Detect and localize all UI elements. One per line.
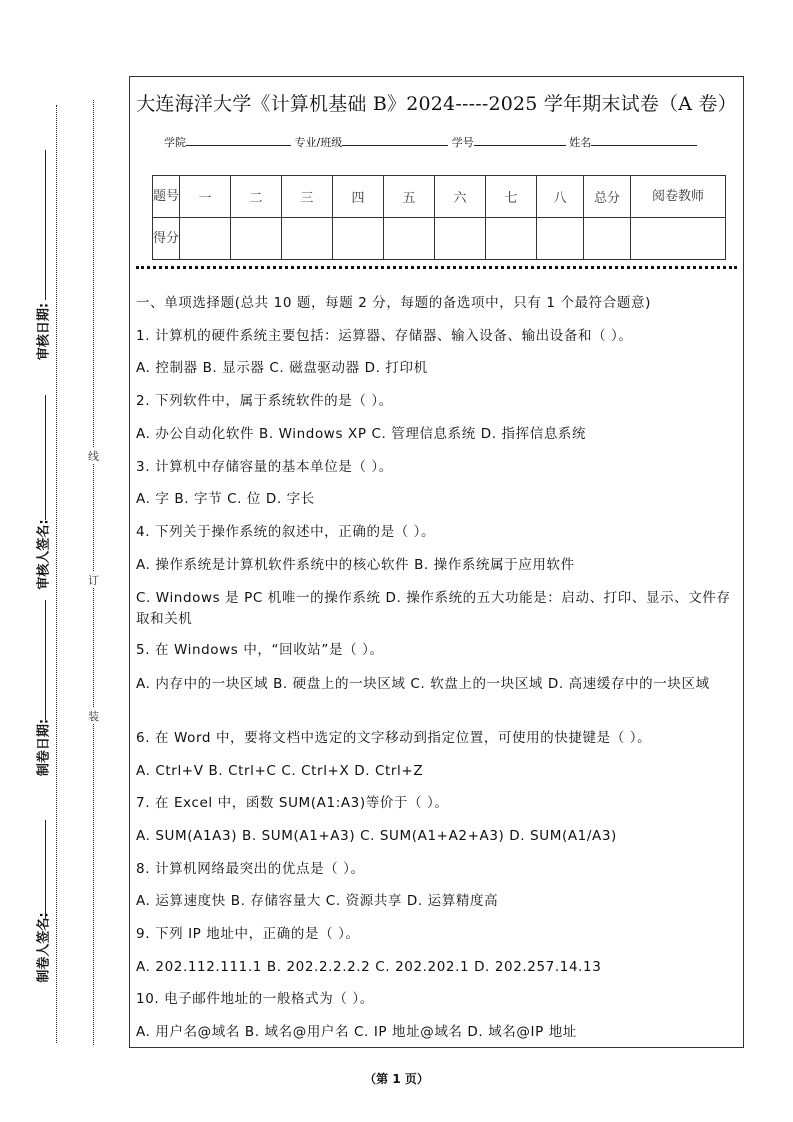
binding-char-zhuang: 装	[88, 710, 99, 723]
signature-line-1	[45, 150, 46, 300]
make-date-label: 制卷日期:	[36, 718, 52, 777]
major-label: 专业/班级	[294, 136, 343, 149]
options-5: A. 内存中的一块区域 B. 硬盘上的一块区域 C. 软盘上的一块区域 D. 高速缓存中的一块区域	[136, 676, 710, 692]
question-6: 6. 在 Word 中，要将文档中选定的文字移动到指定位置，可使用的快捷键是（ ）。	[136, 730, 652, 746]
score-cell[interactable]	[180, 218, 231, 260]
score-col-1: 一	[180, 176, 231, 218]
score-cell[interactable]	[537, 218, 584, 260]
question-8: 8. 计算机网络最突出的优点是（ ）。	[136, 861, 365, 877]
major-blank[interactable]	[342, 133, 448, 146]
question-4: 4. 下列关于操作系统的叙述中，正确的是（ ）。	[136, 524, 436, 540]
score-col-total: 总分	[584, 176, 631, 218]
score-col-4: 四	[333, 176, 384, 218]
exam-frame	[129, 76, 744, 1048]
options-7: A. SUM(A1A3) B. SUM(A1+A3) C. SUM(A1+A2+A3) D. SUM(A1/A3)	[136, 828, 617, 844]
options-8: A. 运算速度快 B. 存储容量大 C. 资源共享 D. 运算精度高	[136, 893, 499, 909]
signature-line-3	[45, 600, 46, 720]
score-col-2: 二	[231, 176, 282, 218]
question-10: 10. 电子邮件地址的一般格式为（ ）。	[136, 991, 374, 1007]
score-cell[interactable]	[333, 218, 384, 260]
question-3: 3. 计算机中存储容量的基本单位是（ ）。	[136, 459, 393, 475]
binding-char-ding: 订	[88, 574, 99, 587]
question-5: 5. 在 Windows 中，“回收站”是（ ）。	[136, 642, 384, 658]
question-7: 7. 在 Excel 中，函数 SUM(A1:A3)等价于（ ）。	[136, 795, 449, 811]
page-number: （第 1 页）	[364, 1072, 429, 1086]
score-col-7: 七	[486, 176, 537, 218]
maker-sign-label: 制卷人签名:	[36, 912, 52, 983]
score-cell[interactable]	[631, 218, 726, 260]
options-2: A. 办公自动化软件 B. Windows XP C. 管理信息系统 D. 指挥信息系统	[136, 426, 587, 442]
question-1: 1. 计算机的硬件系统主要包括：运算器、存储器、输入设备、输出设备和（ ）。	[136, 328, 633, 344]
score-cell[interactable]	[384, 218, 435, 260]
exam-title: 大连海洋大学《计算机基础 B》2024-----2025 学年期末试卷（A 卷）	[136, 93, 737, 115]
student-id-blank[interactable]	[474, 133, 566, 146]
student-id-label: 学号	[451, 136, 474, 149]
outer-dotted-line	[56, 105, 57, 1043]
score-row-head-number: 题号	[153, 176, 180, 218]
score-col-6: 六	[435, 176, 486, 218]
college-blank[interactable]	[186, 133, 291, 146]
options-9: A. 202.112.111.1 B. 202.2.2.2.2 C. 202.202.1 D. 202.257.14.13	[136, 959, 602, 975]
options-6: A. Ctrl+V B. Ctrl+C C. Ctrl+X D. Ctrl+Z	[136, 763, 424, 779]
options-1: A. 控制器 B. 显示器 C. 磁盘驱动器 D. 打印机	[136, 360, 428, 376]
dotted-separator	[136, 266, 737, 269]
options-3: A. 字 B. 字节 C. 位 D. 字长	[136, 491, 315, 507]
score-row-head-score: 得分	[153, 218, 180, 260]
score-col-3: 三	[282, 176, 333, 218]
name-blank[interactable]	[591, 133, 697, 146]
score-cell[interactable]	[486, 218, 537, 260]
student-info-row	[164, 133, 697, 150]
reviewer-sign-label: 审核人签名:	[36, 519, 52, 590]
name-label: 姓名	[569, 136, 592, 149]
section-heading: 一、单项选择题(总共 10 题，每题 2 分，每题的备选项中，只有 1 个最符合题意)	[136, 295, 651, 311]
college-label: 学院	[164, 136, 186, 149]
score-col-5: 五	[384, 176, 435, 218]
signature-line-2	[45, 395, 46, 520]
score-table	[152, 175, 726, 260]
score-col-8: 八	[537, 176, 584, 218]
options-10: A. 用户名@域名 B. 域名@用户名 C. IP 地址@域名 D. 域名@IP 地址	[136, 1024, 577, 1040]
question-2: 2. 下列软件中，属于系统软件的是（ ）。	[136, 393, 393, 409]
review-date-label: 审核日期:	[36, 302, 52, 361]
score-cell[interactable]	[435, 218, 486, 260]
question-9: 9. 下列 IP 地址中，正确的是（ ）。	[136, 926, 360, 942]
binding-char-line: 线	[88, 450, 99, 463]
options-4-ab: A. 操作系统是计算机软件系统中的核心软件 B. 操作系统属于应用软件	[136, 557, 575, 573]
score-cell[interactable]	[231, 218, 282, 260]
score-col-grader: 阅卷教师	[631, 176, 726, 218]
score-cell[interactable]	[282, 218, 333, 260]
score-cell[interactable]	[584, 218, 631, 260]
options-4-cd: C. Windows 是 PC 机唯一的操作系统 D. 操作系统的五大功能是：启动、打印、显示、文件存取和关机	[136, 590, 731, 627]
